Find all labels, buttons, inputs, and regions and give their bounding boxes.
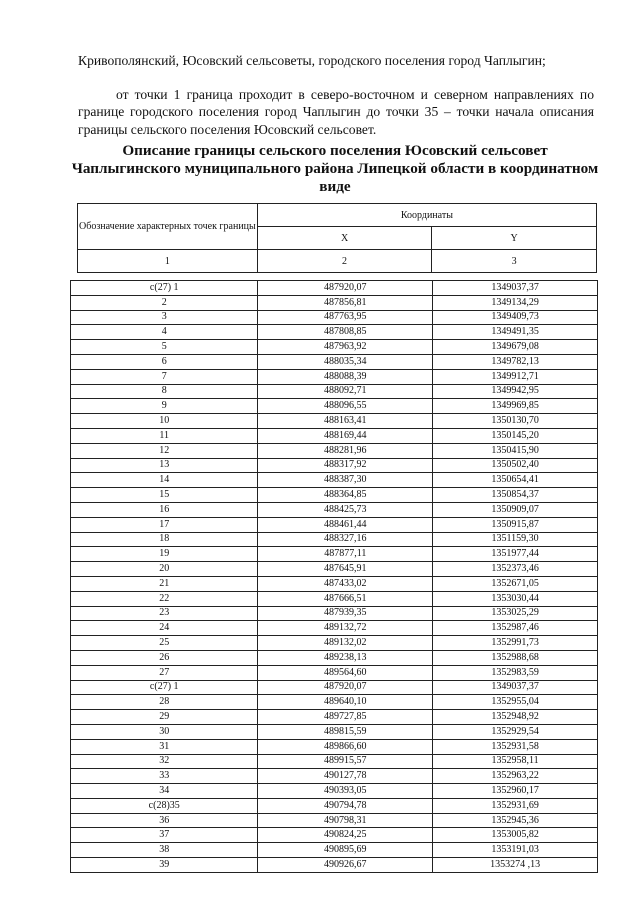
table-row	[71, 458, 598, 473]
x-coordinate-cell: 489727,85	[258, 710, 433, 725]
point-number-cell: 10	[71, 414, 258, 429]
x-coordinate-cell: 487920,07	[258, 281, 433, 296]
table-row	[71, 281, 598, 296]
y-coordinate-cell: 1349969,85	[433, 399, 598, 414]
y-coordinate-cell: 1352958,11	[433, 754, 598, 769]
x-coordinate-cell: 487856,81	[258, 295, 433, 310]
table-row	[71, 384, 598, 399]
table-row	[71, 813, 598, 828]
x-coordinate-cell: 488088,39	[258, 369, 433, 384]
table-row	[71, 754, 598, 769]
y-coordinate-cell: 1350915,87	[433, 517, 598, 532]
table-row	[71, 295, 598, 310]
x-coordinate-cell: 489132,02	[258, 636, 433, 651]
point-number-cell: 16	[71, 502, 258, 517]
y-coordinate-cell: 1350854,37	[433, 488, 598, 503]
x-coordinate-cell: 487763,95	[258, 310, 433, 325]
point-number-cell: 29	[71, 710, 258, 725]
table-row	[71, 517, 598, 532]
point-number-cell: 22	[71, 591, 258, 606]
point-number-cell: с(27) 1	[71, 680, 258, 695]
x-coordinate-cell: 487877,11	[258, 547, 433, 562]
paragraph-boundary-description: от точки 1 граница проходит в северо-восточном и северном направлениях по границе городского поселения город Чаплыгин до точки 35 – точки начала описания границы сельского поселения Юсовский сельсовет.	[78, 86, 594, 137]
y-coordinate-cell: 1350130,70	[433, 414, 598, 429]
x-coordinate-cell: 488327,16	[258, 532, 433, 547]
table-row	[71, 636, 598, 651]
x-coordinate-cell: 489866,60	[258, 739, 433, 754]
x-coordinate-cell: 489815,59	[258, 724, 433, 739]
x-coordinate-cell: 488461,44	[258, 517, 433, 532]
y-coordinate-cell: 1349491,35	[433, 325, 598, 340]
table-row	[71, 310, 598, 325]
x-coordinate-cell: 490393,05	[258, 784, 433, 799]
y-coordinate-cell: 1350145,20	[433, 428, 598, 443]
table-row	[71, 562, 598, 577]
y-coordinate-cell: 1352955,04	[433, 695, 598, 710]
x-coordinate-cell: 487939,35	[258, 606, 433, 621]
point-number-cell: 34	[71, 784, 258, 799]
y-coordinate-cell: 1352988,68	[433, 650, 598, 665]
point-number-cell: 15	[71, 488, 258, 503]
header-x: X	[257, 227, 432, 250]
y-coordinate-cell: 1349037,37	[433, 680, 598, 695]
table-row	[71, 798, 598, 813]
x-coordinate-cell: 488096,55	[258, 399, 433, 414]
table-row	[71, 414, 598, 429]
y-coordinate-cell: 1352945,36	[433, 813, 598, 828]
y-coordinate-cell: 1352671,05	[433, 576, 598, 591]
section-title: Описание границы сельского поселения Юсовский сельсовет Чаплыгинского муниципального района Липецкой области в координатном виде	[71, 142, 599, 195]
y-coordinate-cell: 1349409,73	[433, 310, 598, 325]
x-coordinate-cell: 487808,85	[258, 325, 433, 340]
point-number-cell: 13	[71, 458, 258, 473]
table-row	[71, 739, 598, 754]
point-number-cell: 32	[71, 754, 258, 769]
y-coordinate-cell: 1349942,95	[433, 384, 598, 399]
point-number-cell: 28	[71, 695, 258, 710]
y-coordinate-cell: 1350909,07	[433, 502, 598, 517]
table-row	[71, 858, 598, 873]
x-coordinate-cell: 488364,85	[258, 488, 433, 503]
table-row	[71, 724, 598, 739]
point-number-cell: 5	[71, 340, 258, 355]
header-point-designation: Обозначение характерных точек границы	[78, 204, 258, 250]
x-coordinate-cell: 490895,69	[258, 843, 433, 858]
y-coordinate-cell: 1353025,29	[433, 606, 598, 621]
table-row	[71, 325, 598, 340]
point-number-cell: 6	[71, 354, 258, 369]
y-coordinate-cell: 1352960,17	[433, 784, 598, 799]
table-row	[71, 399, 598, 414]
point-number-cell: с(27) 1	[71, 281, 258, 296]
table-row	[71, 532, 598, 547]
x-coordinate-cell: 490926,67	[258, 858, 433, 873]
point-number-cell: 18	[71, 532, 258, 547]
point-number-cell: 37	[71, 828, 258, 843]
table-row	[71, 443, 598, 458]
table-row	[71, 591, 598, 606]
x-coordinate-cell: 487666,51	[258, 591, 433, 606]
paragraph-continuation: Кривополянский, Юсовский сельсоветы, городского поселения город Чаплыгин;	[78, 52, 546, 68]
y-coordinate-cell: 1351977,44	[433, 547, 598, 562]
table-row	[71, 680, 598, 695]
table-row	[71, 710, 598, 725]
x-coordinate-cell: 490824,25	[258, 828, 433, 843]
table-row	[71, 428, 598, 443]
point-number-cell: 39	[71, 858, 258, 873]
table-row	[71, 665, 598, 680]
x-coordinate-cell: 488281,96	[258, 443, 433, 458]
table-row	[71, 606, 598, 621]
point-number-cell: 27	[71, 665, 258, 680]
y-coordinate-cell: 1349679,08	[433, 340, 598, 355]
header-col-number-1: 1	[78, 250, 258, 273]
x-coordinate-cell: 490798,31	[258, 813, 433, 828]
x-coordinate-cell: 489238,13	[258, 650, 433, 665]
y-coordinate-cell: 1349134,29	[433, 295, 598, 310]
point-number-cell: 14	[71, 473, 258, 488]
point-number-cell: 23	[71, 606, 258, 621]
x-coordinate-cell: 488317,92	[258, 458, 433, 473]
header-y: Y	[432, 227, 597, 250]
point-number-cell: 8	[71, 384, 258, 399]
table-row	[71, 340, 598, 355]
y-coordinate-cell: 1353005,82	[433, 828, 598, 843]
table-row	[71, 576, 598, 591]
point-number-cell: 36	[71, 813, 258, 828]
x-coordinate-cell: 488035,34	[258, 354, 433, 369]
coordinates-table	[70, 280, 598, 873]
y-coordinate-cell: 1353274 ,13	[433, 858, 598, 873]
y-coordinate-cell: 1352963,22	[433, 769, 598, 784]
y-coordinate-cell: 1352929,54	[433, 724, 598, 739]
y-coordinate-cell: 1352373,46	[433, 562, 598, 577]
point-number-cell: 2	[71, 295, 258, 310]
point-number-cell: с(28)35	[71, 798, 258, 813]
y-coordinate-cell: 1353191,03	[433, 843, 598, 858]
x-coordinate-cell: 490794,78	[258, 798, 433, 813]
point-number-cell: 26	[71, 650, 258, 665]
table-row	[71, 784, 598, 799]
point-number-cell: 4	[71, 325, 258, 340]
x-coordinate-cell: 489640,10	[258, 695, 433, 710]
y-coordinate-cell: 1352987,46	[433, 621, 598, 636]
x-coordinate-cell: 487920,07	[258, 680, 433, 695]
table-row	[71, 621, 598, 636]
y-coordinate-cell: 1352991,73	[433, 636, 598, 651]
y-coordinate-cell: 1349037,37	[433, 281, 598, 296]
x-coordinate-cell: 490127,78	[258, 769, 433, 784]
y-coordinate-cell: 1352983,59	[433, 665, 598, 680]
x-coordinate-cell: 487433,02	[258, 576, 433, 591]
table-row	[71, 769, 598, 784]
point-number-cell: 21	[71, 576, 258, 591]
table-row	[71, 369, 598, 384]
x-coordinate-cell: 488169,44	[258, 428, 433, 443]
point-number-cell: 12	[71, 443, 258, 458]
point-number-cell: 7	[71, 369, 258, 384]
point-number-cell: 33	[71, 769, 258, 784]
y-coordinate-cell: 1352931,69	[433, 798, 598, 813]
point-number-cell: 11	[71, 428, 258, 443]
header-col-number-2: 2	[257, 250, 432, 273]
x-coordinate-cell: 488425,73	[258, 502, 433, 517]
point-number-cell: 20	[71, 562, 258, 577]
table-row	[71, 488, 598, 503]
table-row	[71, 695, 598, 710]
x-coordinate-cell: 488163,41	[258, 414, 433, 429]
point-number-cell: 30	[71, 724, 258, 739]
table-row	[71, 843, 598, 858]
y-coordinate-cell: 1352948,92	[433, 710, 598, 725]
y-coordinate-cell: 1350502,40	[433, 458, 598, 473]
y-coordinate-cell: 1350415,90	[433, 443, 598, 458]
x-coordinate-cell: 489132,72	[258, 621, 433, 636]
x-coordinate-cell: 487963,92	[258, 340, 433, 355]
x-coordinate-cell: 489915,57	[258, 754, 433, 769]
y-coordinate-cell: 1352931,58	[433, 739, 598, 754]
x-coordinate-cell: 488387,30	[258, 473, 433, 488]
point-number-cell: 24	[71, 621, 258, 636]
point-number-cell: 38	[71, 843, 258, 858]
y-coordinate-cell: 1350654,41	[433, 473, 598, 488]
y-coordinate-cell: 1349912,71	[433, 369, 598, 384]
coordinates-header-table	[77, 203, 597, 273]
point-number-cell: 25	[71, 636, 258, 651]
header-coordinates: Координаты	[257, 204, 596, 227]
x-coordinate-cell: 487645,91	[258, 562, 433, 577]
table-row	[71, 473, 598, 488]
point-number-cell: 31	[71, 739, 258, 754]
table-row	[71, 828, 598, 843]
y-coordinate-cell: 1349782,13	[433, 354, 598, 369]
table-row	[71, 547, 598, 562]
table-row	[71, 354, 598, 369]
point-number-cell: 17	[71, 517, 258, 532]
point-number-cell: 9	[71, 399, 258, 414]
x-coordinate-cell: 489564,60	[258, 665, 433, 680]
y-coordinate-cell: 1351159,30	[433, 532, 598, 547]
table-row	[71, 502, 598, 517]
y-coordinate-cell: 1353030,44	[433, 591, 598, 606]
x-coordinate-cell: 488092,71	[258, 384, 433, 399]
table-row	[71, 650, 598, 665]
point-number-cell: 19	[71, 547, 258, 562]
header-col-number-3: 3	[432, 250, 597, 273]
point-number-cell: 3	[71, 310, 258, 325]
